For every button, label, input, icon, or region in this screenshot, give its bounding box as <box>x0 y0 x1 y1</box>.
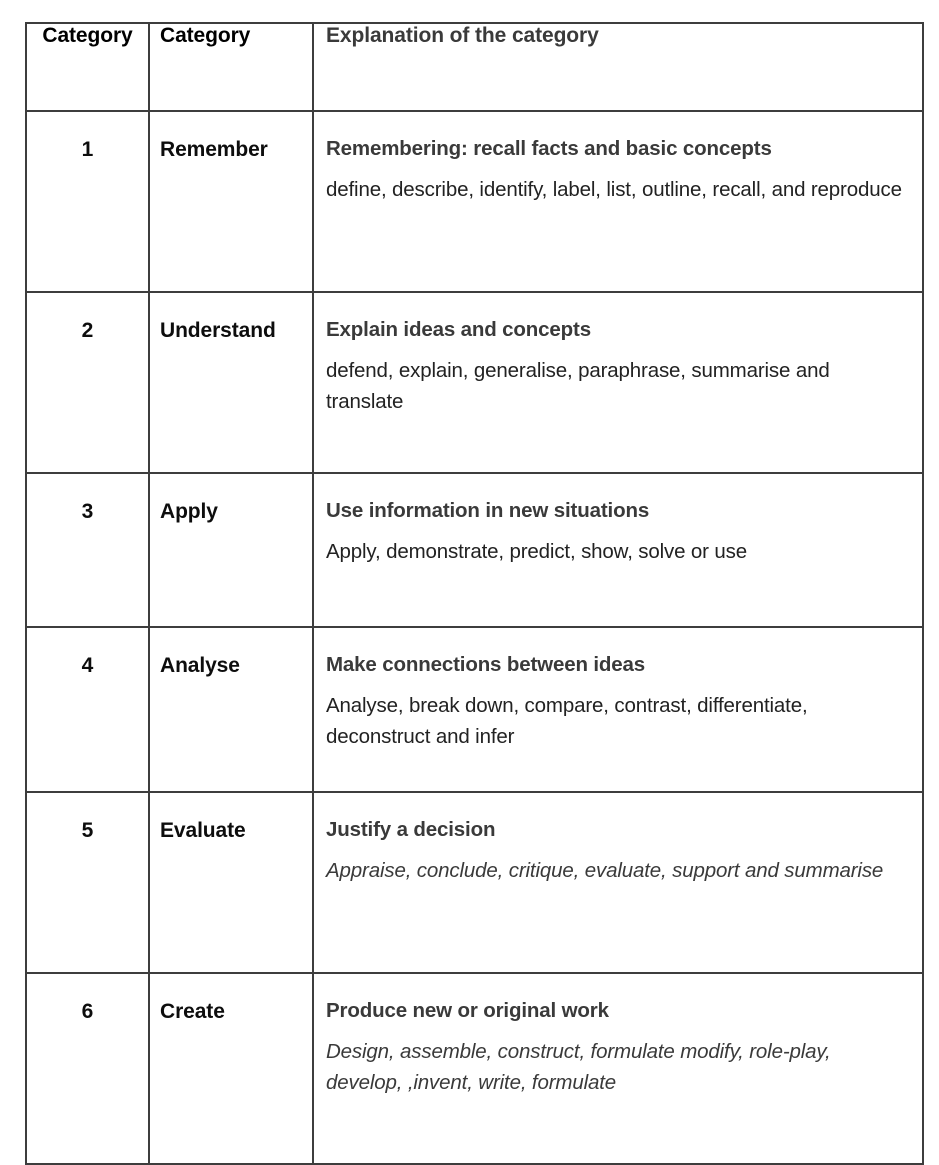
column-header-explanation: Explanation of the category <box>313 23 923 111</box>
bloom-taxonomy-table <box>25 22 924 1165</box>
explanation-title: Use information in new situations <box>326 499 650 522</box>
explanation-title: Make connections between ideas <box>326 653 646 676</box>
cell-explanation <box>313 292 923 473</box>
cell-category-number: 6 <box>26 973 149 1164</box>
cell-category-name: Understand <box>149 292 313 473</box>
explanation-verb-list: Design, assemble, construct, formulate modify, role-play, develop, ,invent, write, formulate <box>326 1040 831 1094</box>
table-row <box>26 473 923 627</box>
table-body <box>26 111 923 1164</box>
table-row <box>26 973 923 1164</box>
table-row <box>26 292 923 473</box>
explanation-title: Explain ideas and concepts <box>326 318 591 341</box>
cell-category-number: 4 <box>26 627 149 792</box>
cell-category-number: 3 <box>26 473 149 627</box>
cell-explanation <box>313 792 923 973</box>
cell-category-name: Apply <box>149 473 313 627</box>
table-header-row <box>26 23 923 111</box>
cell-explanation <box>313 973 923 1164</box>
cell-category-name: Create <box>149 973 313 1164</box>
explanation-verb-list: defend, explain, generalise, paraphrase, summarise and translate <box>326 359 830 413</box>
table-row <box>26 111 923 292</box>
cell-category-number: 5 <box>26 792 149 973</box>
cell-explanation <box>313 473 923 627</box>
explanation-verb-list: Analyse, break down, compare, contrast, differentiate, deconstruct and infer <box>326 694 808 748</box>
explanation-title: Produce new or original work <box>326 999 609 1022</box>
table-header <box>26 23 923 111</box>
category-table-container <box>25 22 922 1165</box>
cell-explanation <box>313 111 923 292</box>
cell-category-name: Evaluate <box>149 792 313 973</box>
explanation-title: Remembering: recall facts and basic concepts <box>326 137 772 160</box>
cell-category-name: Remember <box>149 111 313 292</box>
table-row <box>26 792 923 973</box>
column-header-category-number: Category <box>26 23 149 111</box>
explanation-verb-list: Apply, demonstrate, predict, show, solve or use <box>326 540 748 564</box>
table-row <box>26 627 923 792</box>
cell-category-number: 2 <box>26 292 149 473</box>
explanation-verb-list: define, describe, identify, label, list, outline, recall, and reproduce <box>326 178 902 202</box>
column-header-category-name: Category <box>149 23 313 111</box>
explanation-title: Justify a decision <box>326 818 496 841</box>
cell-category-name: Analyse <box>149 627 313 792</box>
cell-category-number: 1 <box>26 111 149 292</box>
cell-explanation <box>313 627 923 792</box>
explanation-verb-list: Appraise, conclude, critique, evaluate, support and summarise <box>326 859 884 883</box>
